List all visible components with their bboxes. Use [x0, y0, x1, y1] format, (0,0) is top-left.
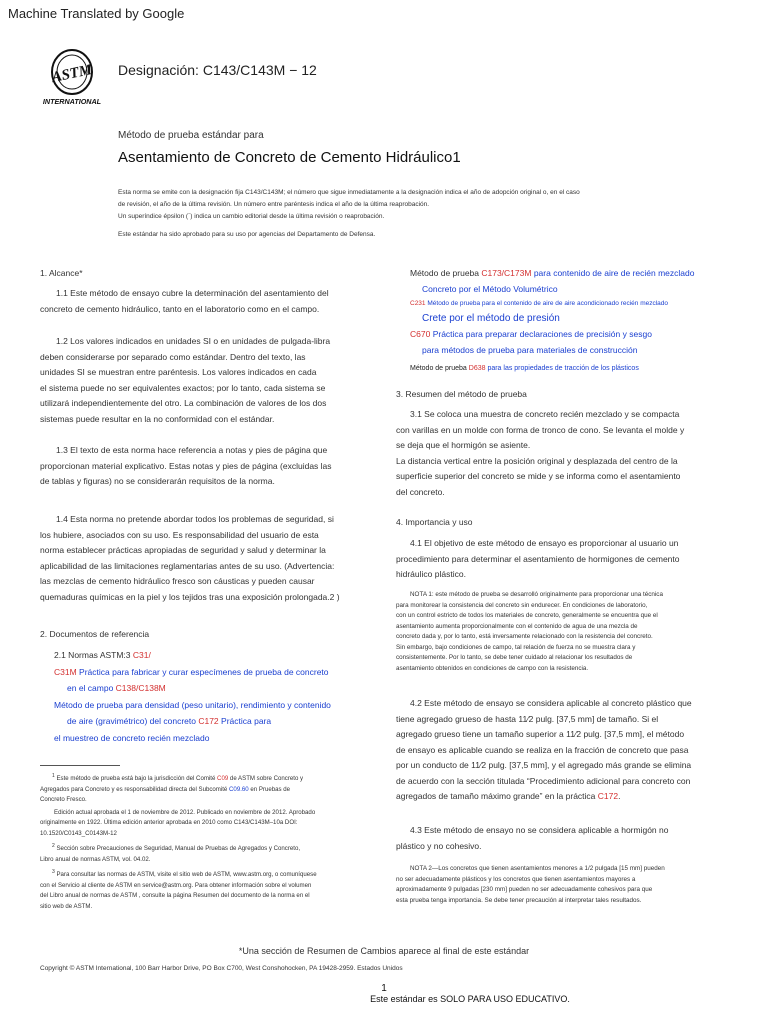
ref-link-text[interactable]: en el campo [67, 683, 116, 693]
footnote-line: Libro anual de normas ASTM, vol. 04.02. [40, 855, 151, 863]
educational-notice: Este estándar es SOLO PARA USO EDUCATIVO. [370, 994, 570, 1004]
section-heading: 2. Documentos de referencia [40, 629, 150, 639]
paragraph-4-3 [396, 823, 756, 854]
ref-link-text[interactable]: Método de prueba para densidad (peso unitario), rendimiento y contenido [54, 699, 331, 710]
reference-line [40, 680, 380, 697]
logo-top-text: ASTM [50, 61, 94, 87]
text-line: 3.1 Se coloca una muestra de concreto recién mezclado y se compacta [410, 409, 680, 419]
text-line: concreto de cemento hidráulico, tanto en el laboratorio como en el campo. [40, 303, 320, 314]
paragraph-1-3 [40, 443, 380, 490]
text-line: de tablas y figuras) no se considerarán requisitos de la norma. [40, 476, 275, 486]
footnote-line: Edición actual aprobada el 1 de noviembre de 2012. Publicado en noviembre de 2012. Aprobado [54, 808, 316, 816]
note-line: consistentemente. Por lo tanto, se debe tener cuidado al relacionar los resultados de [396, 654, 633, 661]
footnote-line: Concreto Fresco. [40, 796, 87, 804]
note-line: concreto dada y, por lo tanto, está inversamente relacionado con la resistencia del concreto. [396, 633, 653, 640]
section-4-heading [396, 515, 756, 531]
right-references [396, 266, 756, 375]
ref-link-text[interactable]: Crete por el método de presión [422, 313, 560, 324]
note-1 [396, 590, 761, 674]
ref-link-text[interactable]: para las propiedades de tracción de los plásticos [485, 364, 639, 372]
paragraph-1-1 [40, 286, 380, 317]
footnote-line: del Libro anual de normas de ASTM , consulte la página Resumen del documento de la norma en el [40, 892, 310, 900]
paragraph-1-2 [40, 334, 380, 427]
text-line: aplicabilidad de las limitaciones reglamentarias antes de su uso. (Advertencia: [40, 560, 335, 571]
text-line: agregado grueso tiene un tamaño superior a 11⁄2 pulg. [37,5 mm], el método [396, 729, 685, 739]
section-3-heading [396, 387, 756, 403]
ref-link-text[interactable]: Práctica para [218, 716, 272, 726]
footnote-divider [40, 765, 120, 766]
reference-line [40, 713, 380, 730]
footnote-line: con el Servicio al cliente de ASTM en service@astm.org. Para obtener información sobre el volumen [40, 881, 312, 889]
note-line: aproximadamente 9 pulgadas [230 mm] pueden no ser adecuadamente cohesivos para que [396, 886, 653, 893]
note-line: no ser adecuadamente plásticos y los concretos que tienen asentamientos mayores a [396, 875, 636, 883]
footnote-line: $^3$ Para consultar las normas de ASTM, visite el sitio web de ASTM, www.astm.org, o comuníquese [52, 869, 317, 879]
footnote-line: sitio web de ASTM. [40, 902, 93, 910]
text-line: hidráulico plástico. [396, 569, 466, 579]
note-2 [396, 864, 761, 906]
intro-line: Un superíndice épsilon (´) indica un cambio editorial desde la última revisión o reaprobación. [118, 213, 385, 220]
paragraph-4-2 [396, 696, 758, 805]
text-line: 1.2 Los valores indicados en unidades SI o en unidades de pulgada-libra [56, 336, 331, 346]
ref-link-c172[interactable]: C172 [597, 791, 619, 801]
footnote-line: Agregados para Concreto y es responsabilidad directa del Subcomité C09.60 en Pruebas de [40, 785, 291, 793]
footnotes [40, 771, 370, 912]
reference-line [40, 697, 380, 714]
text-line: sistemas puede resultar en la no conformidad con el estándar. [40, 413, 275, 424]
text-line: 1.3 El texto de esta norma hace referencia a notas y pies de página que [56, 445, 328, 455]
paragraph-1-4 [40, 512, 380, 605]
text-line: plástico y no cohesivo. [396, 840, 482, 851]
ref-link-c138[interactable]: C138/C138M [115, 683, 166, 693]
note-line: con un control estricto de todos los materiales de concreto, generalmente se encuentra que el [396, 612, 658, 619]
ref-link-c670[interactable]: C670 [410, 329, 431, 339]
ref-link-c173[interactable]: C173/C173M [481, 268, 532, 278]
text-line: agregados de tamaño máximo grande” en la práctica C172. [396, 791, 621, 801]
footnote-line: originalmente en 1922. Última edición anterior aprobada en 2010 como C143/C143M–10a DOI: [40, 819, 298, 827]
text-line: utilizará independientemente del otro. La combinación de valores de los dos [40, 398, 327, 408]
text-line: se deja que el hormigón se asiente. [396, 440, 531, 450]
references-list [40, 647, 380, 746]
text-line: por un conducto de 11⁄2 pulg. [37,5 mm], y el agregado más grande se elimina [396, 760, 692, 770]
ref-link-text[interactable]: de aire (gravimétrico) del concreto [67, 716, 199, 726]
text-line: proporcionan material explicativo. Estas notas y pies de página (excluidas las [40, 460, 332, 471]
intro-line: de revisión, el año de la última revisión. Un número entre paréntesis indica el año de la última reaprobación. [118, 201, 430, 208]
designation: Designación: C143/C143M − 12 [118, 62, 317, 78]
copyright: Copyright © ASTM International, 100 Barr Harbor Drive, PO Box C700, West Conshohocken, PA 19428-2959. Estados Unidos [40, 965, 403, 972]
text-line: unidades SI se muestran entre paréntesis. Los valores indicados en cada [40, 367, 317, 377]
footnote-link[interactable]: C09.60 [229, 785, 249, 793]
section-heading: 3. Resumen del método de prueba [396, 389, 527, 399]
intro-line: Esta norma se emite con la designación fija C143/C143M; el número que sigue inmediatamente a la designación indica el año de adopción original o, en el caso [118, 189, 580, 196]
logo-bottom-text: INTERNATIONAL [42, 97, 102, 106]
reference-line [396, 327, 756, 343]
ref-link-text[interactable]: Concreto por el Método Volumétrico [422, 283, 558, 294]
summary-note: *Una sección de Resumen de Cambios aparece al final de este estándar [238, 946, 530, 956]
ref-link-text[interactable]: para métodos de prueba para materiales de construcción [422, 344, 638, 355]
text-line: 4.3 Este método de ensayo no se considera aplicable a hormigón no [410, 825, 669, 835]
defense-approval: Este estándar ha sido aprobado para su uso por agencias del Departamento de Defensa. [118, 231, 376, 238]
footnote-line: 10.1520/C0143_C0143M-12 [40, 829, 117, 837]
reference-line: 2.1 Normas ASTM:3 C31/ [54, 650, 151, 660]
note-line: NOTA 2—Los concretos que tienen asentamientos menores a 1/2 pulgada [15 mm] pueden [410, 865, 665, 872]
text-line: con varillas en un molde con forma de tronco de cono. Se levanta el molde y [396, 424, 685, 435]
text-line: 1.1 Este método de ensayo cubre la determinación del asentamiento del [56, 288, 329, 298]
text-line: tiene agregado grueso de hasta 11⁄2 pulg. [37,5 mm] de tamaño. Si el [396, 713, 659, 724]
note-line: Sin embargo, bajo condiciones de campo, tal relación de fuerza no se muestra clara y [396, 643, 636, 651]
astm-logo [40, 46, 116, 108]
text-line: 4.2 Este método de ensayo se considera aplicable al concreto plástico que [410, 698, 692, 708]
note-line: NOTA 1: este método de prueba se desarrolló originalmente para proporcionar una técnica [410, 591, 663, 598]
references-section [40, 627, 380, 643]
reference-line: Método de prueba D638 para las propiedades de tracción de los plásticos [410, 364, 639, 372]
text-line: norma establecer prácticas apropiadas de seguridad y salud y determinar la [40, 545, 326, 555]
text-line: superficie superior del concreto se mide y se informa como el asentamiento [396, 471, 681, 481]
ref-link-c31[interactable]: C31/ [132, 650, 151, 660]
ref-link-text[interactable]: Método de prueba para el contenido de aire de aire acondicionado recién mezclado [425, 300, 669, 307]
reference-line [40, 664, 380, 681]
std-method-for: Método de prueba estándar para [118, 130, 264, 141]
text-line: 1.4 Esta norma no pretende abordar todos los problemas de seguridad, si [56, 514, 334, 524]
footnote-link[interactable]: C09 [217, 775, 229, 783]
reference-line [396, 297, 756, 311]
intro-block [118, 187, 678, 223]
ref-link-text[interactable]: Práctica para fabricar y curar especímenes de prueba de concreto [76, 666, 329, 677]
ref-link-c31m[interactable]: C31M [54, 666, 77, 677]
text-line: deben considerarse por separado como estándar. Dentro del texto, las [40, 351, 306, 362]
text-line: el sistema puede no ser equivalentes exactos; por lo tanto, cada sistema se [40, 382, 326, 393]
text-line: procedimiento para determinar el asentamiento de hormigones de cemento [396, 553, 680, 564]
note-line: asentamiento aumenta proporcionalmente con el contenido de agua de una mezcla de [396, 622, 638, 630]
note-line: para monitorear la consistencia del concreto sin endurecer. En condiciones de laboratorio, [396, 601, 648, 609]
reference-line: Método de prueba C173/C173M para contenido de aire de recién mezclado [410, 268, 695, 278]
note-line: esta prueba tenga importancia. Se debe tener precaución al interpretar tales resultados. [396, 896, 642, 904]
section-heading: 1. Alcance* [40, 268, 83, 278]
ref-link-text[interactable]: el muestreo de concreto recién mezclado [54, 732, 210, 743]
machine-translated-header: Machine Translated by Google [8, 6, 185, 21]
text-line: de ensayo es aplicable cuando se realiza en la fracción de concreto que pasa [396, 744, 689, 755]
section-heading: 4. Importancia y uso [396, 517, 473, 527]
reference-line [40, 730, 380, 747]
ref-link-text[interactable]: para contenido de aire de recién mezclado [531, 268, 695, 278]
text-line: de acuerdo con la sección titulada “Procedimiento adicional para concreto con [396, 775, 691, 786]
text-line: La distancia vertical entre la posición original y desplazada del centro de la [396, 455, 678, 466]
ref-link-text[interactable]: Práctica para preparar declaraciones de precisión y sesgo [430, 329, 652, 339]
ref-link-c172[interactable]: C172 [198, 716, 219, 726]
paragraph-3-1 [396, 407, 756, 500]
footnote-line: $^1$ Este método de prueba está bajo la jurisdicción del Comité C09 de ASTM sobre Concreto y [52, 773, 304, 783]
text-line: las mezclas de cemento hidráulico fresco son cáusticas y pueden causar [40, 576, 315, 586]
text-line: 4.1 El objetivo de este método de ensayo es proporcionar al usuario un [410, 538, 679, 548]
ref-link-c231[interactable]: C231 [410, 300, 426, 307]
ref-link-d638[interactable]: D638 [468, 364, 486, 372]
left-column [40, 266, 375, 282]
paragraph-4-1 [396, 536, 756, 583]
footnote-line: $^2$ Sección sobre Precauciones de Seguridad, Manual de Pruebas de Agregados y Concreto, [52, 843, 301, 853]
document-title: Asentamiento de Concreto de Cemento Hidráulico1 [118, 149, 461, 166]
note-line: asentamiento obtenidos en condiciones de campo con la resistencia. [396, 664, 589, 672]
text-line: quemaduras químicas en la piel y los tejidos tras una exposición prolongada.2 ) [40, 591, 340, 602]
text-line: los hubiere, asociados con su uso. Es responsabilidad del usuario de esta [40, 529, 319, 540]
text-line: del concreto. [396, 486, 445, 497]
page-number: 1 [381, 983, 387, 994]
